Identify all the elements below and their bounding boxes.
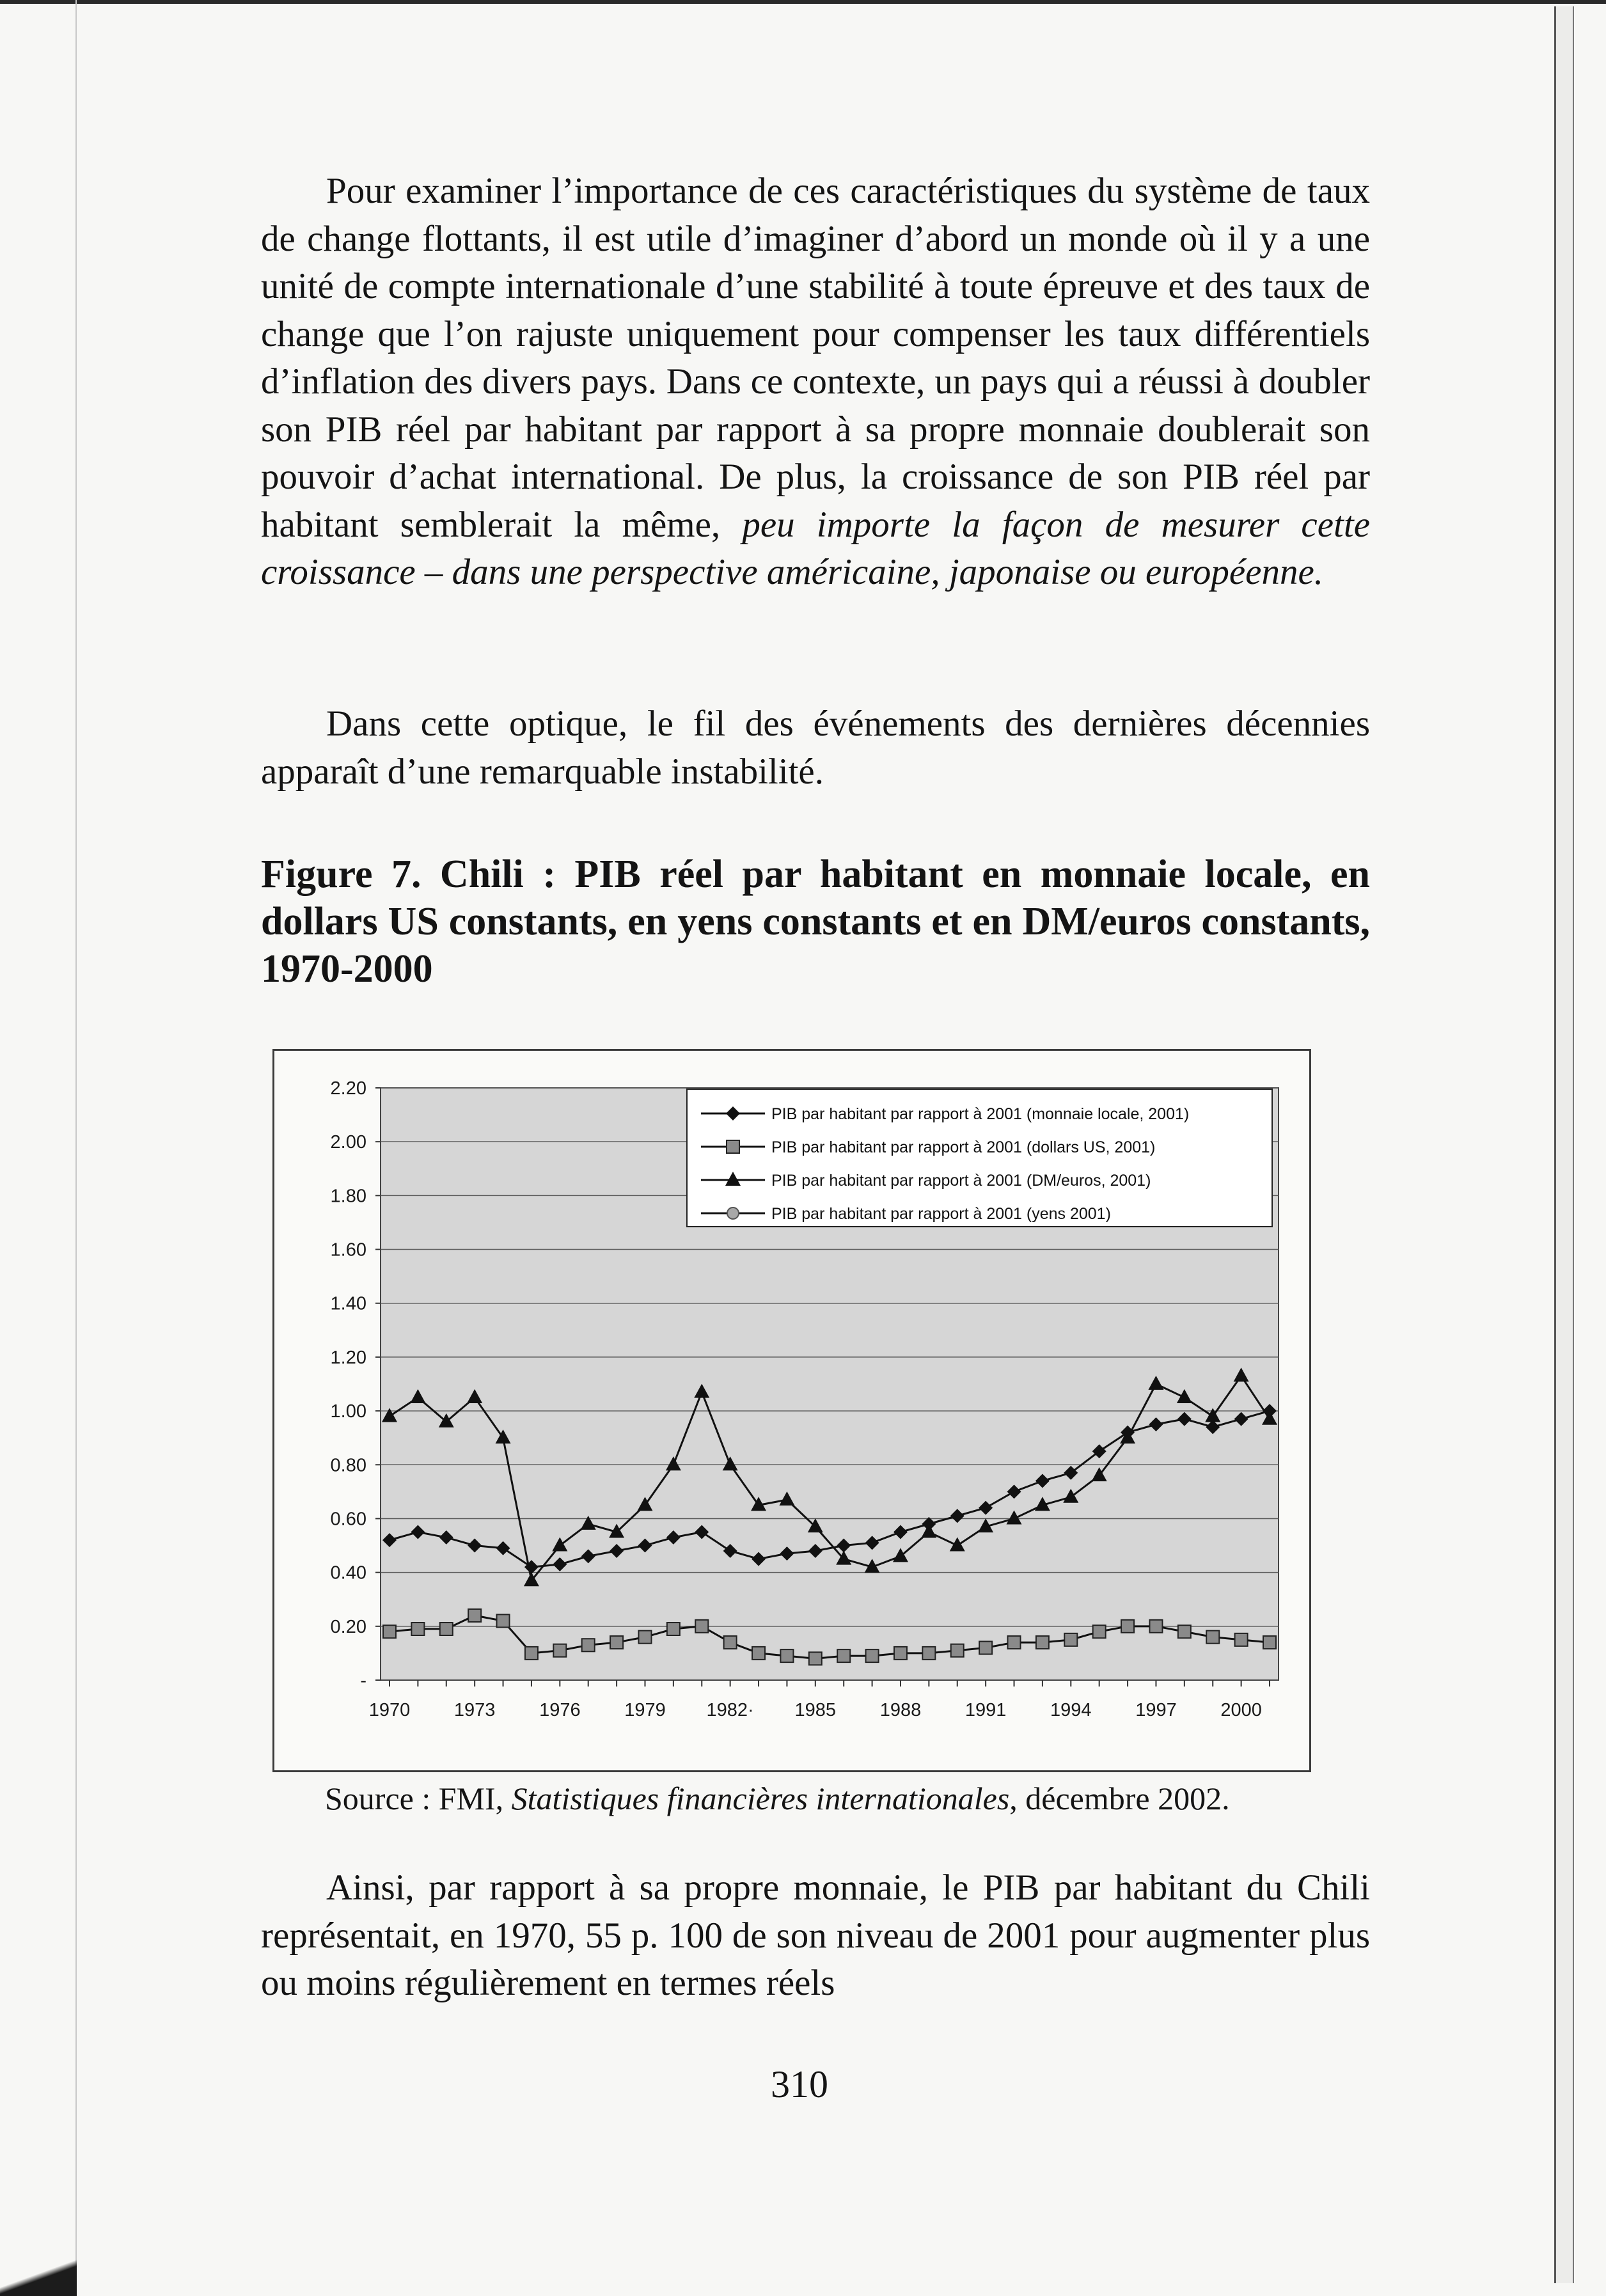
data-point-series-2 — [894, 1647, 907, 1660]
data-point-series-2 — [638, 1631, 651, 1644]
data-point-series-2 — [695, 1620, 708, 1633]
data-point-series-2 — [411, 1623, 424, 1635]
figure-caption: Figure 7. Chili : PIB réel par habitant en monnaie locale, en dollars US constants, en yens constants et en DM/euros constants, 1970-2000 — [261, 853, 1370, 991]
data-point-series-2 — [1206, 1631, 1219, 1644]
paragraph-3-text: Ainsi, par rapport à sa propre monnaie, le PIB par habitant du Chili représentait, en 1970, 55 p. 100 de son niveau de 2001 pour augmenter plus ou moins régulièrement en termes réels — [261, 1867, 1370, 2003]
data-point-series-2 — [440, 1623, 453, 1635]
y-tick-label: 1.60 — [330, 1239, 366, 1261]
data-point-series-2 — [525, 1647, 538, 1660]
y-tick-label: 0.40 — [330, 1562, 366, 1584]
data-point-series-2 — [780, 1649, 793, 1662]
data-point-series-2 — [1149, 1620, 1162, 1633]
legend-label: PIB par habitant par rapport à 2001 (monnaie locale, 2001) — [771, 1105, 1190, 1123]
page-number: 310 — [771, 2063, 828, 2105]
x-tick-label: 1970 — [368, 1700, 411, 1720]
data-point-series-2 — [582, 1639, 595, 1651]
data-point-series-2 — [383, 1625, 396, 1638]
data-point-series-2 — [1064, 1633, 1077, 1646]
x-tick-label: 1997 — [1135, 1700, 1177, 1720]
data-point-series-2 — [1235, 1633, 1248, 1646]
source-title: Statistiques financières internationales — [511, 1781, 1010, 1816]
y-tick-label: 2.00 — [330, 1132, 366, 1153]
data-point-series-2 — [1178, 1625, 1191, 1638]
x-tick-label: 1985 — [794, 1700, 837, 1720]
x-tick-label: 1979 — [624, 1700, 666, 1720]
y-tick-label: 1.20 — [330, 1347, 366, 1368]
data-point-series-2 — [979, 1641, 992, 1654]
scan-corner-shadow — [0, 2258, 77, 2296]
data-point-series-2 — [724, 1636, 737, 1649]
data-point-series-2 — [1263, 1636, 1276, 1649]
x-tick-label: 2000 — [1220, 1700, 1262, 1720]
y-tick-label: 0.80 — [330, 1455, 366, 1476]
legend-marker — [727, 1207, 739, 1219]
data-point-series-2 — [553, 1644, 566, 1657]
data-point-series-2 — [1121, 1620, 1134, 1633]
scan-left-edge — [75, 0, 77, 2296]
data-point-series-2 — [809, 1652, 822, 1665]
x-tick-label: 1976 — [539, 1700, 581, 1720]
chart-frame — [272, 1049, 1311, 1772]
paragraph-1-italic: peu importe la façon de mesurer cette croissance – dans une perspective américaine, japonaise ou européenne. — [261, 504, 1370, 592]
data-point-series-2 — [1008, 1636, 1021, 1649]
data-point-series-2 — [468, 1609, 481, 1622]
data-point-series-2 — [497, 1614, 510, 1627]
x-tick-label: 1982· — [706, 1700, 754, 1720]
x-tick-label: 1994 — [1050, 1700, 1092, 1720]
y-tick-label: - — [360, 1671, 366, 1691]
legend-marker — [727, 1140, 739, 1153]
paragraph-3 — [261, 1864, 1370, 2008]
data-point-series-2 — [752, 1647, 765, 1660]
source-note — [325, 1778, 1412, 1819]
y-tick-label: 2.20 — [330, 1078, 366, 1099]
data-point-series-2 — [1093, 1625, 1106, 1638]
y-tick-label: 1.40 — [330, 1293, 366, 1314]
y-tick-label: 1.80 — [330, 1186, 366, 1207]
data-point-series-2 — [951, 1644, 964, 1657]
legend-label: PIB par habitant par rapport à 2001 (dollars US, 2001) — [771, 1138, 1156, 1156]
data-point-series-2 — [1036, 1636, 1049, 1649]
data-point-series-2 — [667, 1623, 680, 1635]
x-tick-label: 1991 — [964, 1700, 1007, 1720]
paragraph-2-text: Dans cette optique, le fil des événements des dernières décennies apparaît d’une remarquable instabilité. — [261, 704, 1370, 792]
data-point-series-2 — [837, 1649, 850, 1662]
source-suffix: , décembre 2002. — [1009, 1781, 1230, 1816]
x-tick-label: 1988 — [879, 1700, 922, 1720]
data-point-series-2 — [866, 1649, 879, 1662]
paragraph-2 — [261, 700, 1370, 796]
paragraph-1-main: Pour examiner l’importance de ces caractéristiques du système de taux de change flottants, il est utile d’imaginer d’abord un monde où il y a une unité de compte internationale d’une stabilité à toute épreuve et des taux de change que l’on rajuste uniquement pour compenser les taux différentiels d’inflation des divers pays. Dans ce contexte, un pays qui a réussi à doubler son PIB réel par habitant par rapport à sa propre monnaie doublerait son pouvoir d’achat international. De plus, la croissance de son PIB réel par habitant semblerait la même, — [261, 171, 1370, 545]
y-tick-label: 0.60 — [330, 1509, 366, 1530]
book-spine-edge — [1554, 6, 1574, 2283]
scan-top-edge — [0, 0, 1606, 4]
line-chart — [274, 1051, 1309, 1770]
data-point-series-2 — [922, 1647, 935, 1660]
legend-label: PIB par habitant par rapport à 2001 (yens 2001) — [771, 1205, 1111, 1223]
paragraph-1 — [261, 168, 1370, 597]
data-point-series-2 — [610, 1636, 623, 1649]
x-tick-label: 1973 — [453, 1700, 496, 1720]
y-tick-label: 0.20 — [330, 1616, 366, 1637]
legend-label: PIB par habitant par rapport à 2001 (DM/euros, 2001) — [771, 1172, 1151, 1190]
y-tick-label: 1.00 — [330, 1401, 366, 1422]
source-prefix: Source : FMI, — [325, 1781, 512, 1816]
